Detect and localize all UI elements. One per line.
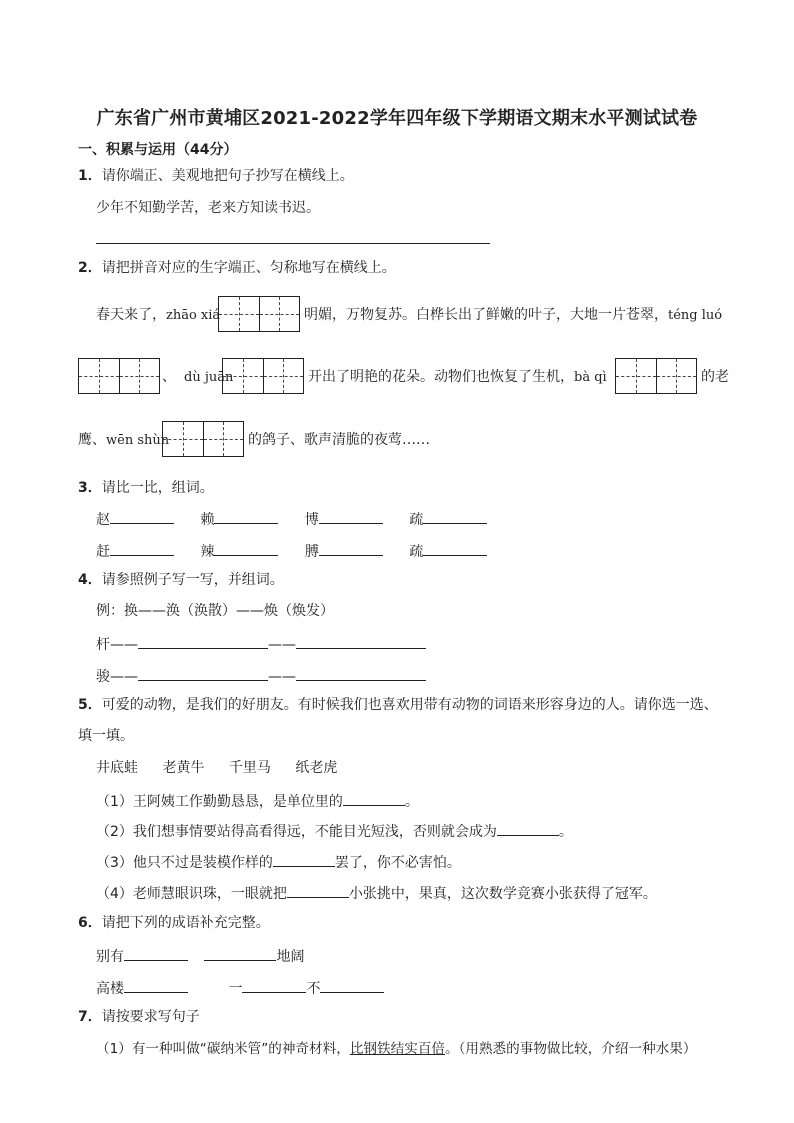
underlined-phrase: 比钢铁结实百倍 [349, 1041, 445, 1057]
passage-line-3: 鹰、wēn shùn [78, 432, 170, 448]
passage-line-2: 、 dù juān [162, 369, 234, 385]
question-prompt: 请按要求写句子 [101, 1009, 200, 1025]
item-line-2: 骏—— —— [96, 665, 426, 687]
option: 老黄牛 [162, 760, 205, 776]
passage-line-2-cont: 开出了明艳的花朵。动物们也恢复了生机，bà qì [308, 369, 607, 385]
blank[interactable] [423, 508, 487, 524]
blank[interactable] [124, 977, 188, 993]
idiom-row-1: 别有 地阔 [96, 945, 304, 967]
question-5 [78, 695, 718, 715]
blank[interactable] [242, 977, 306, 993]
question-1 [78, 166, 354, 186]
pinyin-dujuan: dù juān [184, 370, 234, 385]
compare-row-2: 赶 辣 膊 疏 [96, 540, 487, 562]
blank[interactable] [204, 945, 276, 961]
question-prompt: 请参照例子写一写，并组词。 [101, 572, 284, 588]
blank[interactable] [497, 820, 559, 836]
question-prompt: 可爱的动物，是我们的好朋友。有时候我们也喜欢用带有动物的词语来形容身边的人。请你选一选、 [101, 697, 718, 713]
compare-row-1: 赵 赖 博 疏 [96, 508, 487, 530]
blank[interactable] [287, 882, 349, 898]
blank[interactable] [124, 945, 188, 961]
question-prompt: 请你端正、美观地把句子抄写在横线上。 [101, 168, 354, 184]
tianzige-box-dujuan[interactable] [222, 358, 304, 394]
passage-line-3-end: 的鸽子、歌声清脆的夜莺…… [248, 432, 430, 448]
write-sentence-1: （1）有一种叫做“碳纳米管”的神奇材料，比钢铁结实百倍。（用熟悉的事物做比较，介绍一种水果） [96, 1041, 697, 1057]
fill-sentence-1: （1）王阿姨工作勤勤恳恳，是单位里的 。 [96, 790, 419, 812]
question-6 [78, 913, 270, 933]
question-number: 4． [78, 572, 102, 588]
copy-sentence: 少年不知勤学苦，老来方知读书迟。 [96, 200, 320, 216]
page-title: 广东省广州市黄埔区2021-2022学年四年级下学期语文期末水平测试试卷 [96, 108, 698, 129]
blank[interactable] [296, 633, 426, 649]
fill-sentence-4: （4）老师慧眼识珠，一眼就把 小张挑中，果真，这次数学竞赛小张获得了冠军。 [96, 882, 657, 904]
blank[interactable] [319, 508, 383, 524]
tianzige-box-baqi[interactable] [615, 358, 697, 394]
question-number: 1． [78, 168, 102, 184]
question-prompt: 请把拼音对应的生字端正、匀称地写在横线上。 [101, 260, 396, 276]
passage-line-1-cont: 明媚，万物复苏。白桦长出了鲜嫩的叶子，大地一片苍翠，téng luó [304, 307, 723, 323]
word-options [96, 758, 337, 778]
blank[interactable] [214, 508, 278, 524]
question-7 [78, 1007, 200, 1027]
blank[interactable] [320, 977, 384, 993]
question-2 [78, 258, 396, 278]
question-4 [78, 570, 284, 590]
blank[interactable] [138, 633, 268, 649]
question-prompt: 请比一比，组词。 [101, 480, 214, 496]
blank[interactable] [296, 665, 426, 681]
question-3 [78, 478, 214, 498]
fill-sentence-2: （2）我们想事情要站得高看得远，不能目光短浅，否则就会成为 。 [96, 820, 573, 842]
blank[interactable] [214, 540, 278, 556]
section-heading-1: 一、积累与运用（44分） [78, 142, 238, 158]
blank[interactable] [110, 508, 174, 524]
blank[interactable] [273, 851, 335, 867]
tianzige-box-tengluo[interactable] [78, 358, 160, 394]
tianzige-box-wenshun[interactable] [162, 421, 244, 457]
pinyin-zhaoxia: zhāo xiá [166, 308, 221, 323]
pinyin-wenshun: wēn shùn [106, 433, 170, 448]
question-5-cont: 填一填。 [78, 728, 134, 744]
answer-line[interactable] [96, 243, 490, 244]
question-prompt: 请把下列的成语补充完整。 [101, 915, 270, 931]
example-line: 例：换——涣（涣散）——焕（焕发） [96, 603, 334, 619]
tianzige-box-zhaoxia[interactable] [218, 296, 300, 332]
option: 井底蛙 [96, 760, 138, 776]
blank[interactable] [138, 665, 268, 681]
fill-sentence-3: （3）他只不过是装模作样的 罢了，你不必害怕。 [96, 851, 461, 873]
passage-line-1: 春天来了，zhāo xiá [96, 307, 221, 323]
idiom-row-2: 高楼 一 不 [96, 977, 384, 999]
blank[interactable] [319, 540, 383, 556]
passage-line-2-end: 的老 [701, 369, 729, 385]
blank[interactable] [110, 540, 174, 556]
item-line-1: 杆—— —— [96, 633, 426, 655]
question-number: 7． [78, 1009, 102, 1025]
question-number: 6． [78, 915, 102, 931]
pinyin-baqi: bà qì [574, 370, 607, 385]
pinyin-tengluo: téng luó [668, 308, 723, 323]
option: 纸老虎 [295, 760, 338, 776]
blank[interactable] [423, 540, 487, 556]
question-number: 2． [78, 260, 102, 276]
blank[interactable] [343, 790, 405, 806]
question-number: 5． [78, 697, 102, 713]
option: 千里马 [228, 760, 271, 776]
question-number: 3． [78, 480, 102, 496]
